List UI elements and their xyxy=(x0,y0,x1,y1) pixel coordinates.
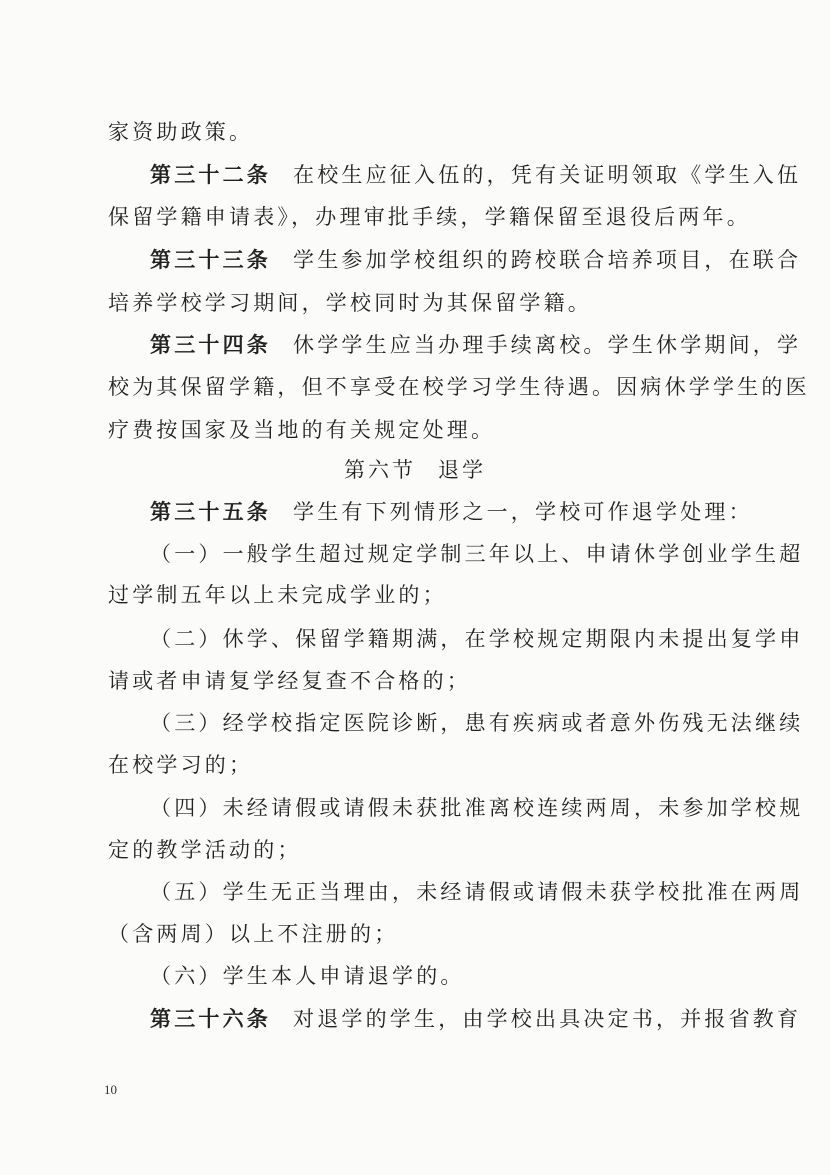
item-5-line-2: （含两周）以上不注册的； xyxy=(108,922,399,946)
item-1-line-1: （一）一般学生超过规定学制三年以上、申请休学创业学生超 xyxy=(150,542,804,566)
section-title: 退学 xyxy=(438,458,486,482)
item-4-line-1: （四）未经请假或请假未获批准离校连续两周，未参加学校规 xyxy=(150,796,804,820)
item-2-line-1: （二）休学、保留学籍期满，在学校规定期限内未提出复学申 xyxy=(150,627,804,651)
item-3-line-1: （三）经学校指定医院诊断，患有疾病或者意外伤残无法继续 xyxy=(150,711,804,735)
article-number: 第三十六条 xyxy=(150,1006,271,1031)
article-34-line-3: 疗费按国家及当地的有关规定处理。 xyxy=(108,418,496,442)
article-33-line-1: 第三十三条 学生参加学校组织的跨校联合培养项目，在联合 xyxy=(150,247,802,272)
article-32-line-2: 保留学籍申请表》，办理审批手续，学籍保留至退役后两年。 xyxy=(108,205,751,229)
article-32-line-1: 第三十二条 在校生应征入伍的，凭有关证明领取《学生入伍 xyxy=(150,162,802,187)
article-number: 第三十二条 xyxy=(150,162,271,187)
item-5-line-1: （五）学生无正当理由，未经请假或请假未获学校批准在两周 xyxy=(150,880,804,904)
article-35-line-1: 第三十五条 学生有下列情形之一，学校可作退学处理： xyxy=(150,499,753,524)
section-heading xyxy=(0,455,830,485)
article-34-line-1: 第三十四条 休学学生应当办理手续离校。学生休学期间，学 xyxy=(150,332,802,357)
item-3-line-2: 在校学习的； xyxy=(108,753,254,777)
article-number: 第三十四条 xyxy=(150,332,271,357)
article-number: 第三十五条 xyxy=(150,499,271,524)
page-number: 10 xyxy=(104,1082,117,1097)
item-2-line-2: 请或者申请复学经复查不合格的； xyxy=(108,669,471,693)
item-6-line-1: （六）学生本人申请退学的。 xyxy=(150,964,465,988)
article-33-line-2: 培养学校学习期间，学校同时为其保留学籍。 xyxy=(108,291,592,315)
item-1-line-2: 过学制五年以上未完成学业的； xyxy=(108,583,447,607)
article-number: 第三十三条 xyxy=(150,247,271,272)
paragraph-line: 家资助政策。 xyxy=(108,120,254,144)
item-4-line-2: 定的教学活动的； xyxy=(108,838,302,862)
article-36-line-1: 第三十六条 对退学的学生，由学校出具决定书，并报省教育 xyxy=(150,1006,802,1031)
article-34-line-2: 校为其保留学籍，但不享受在校学习学生待遇。因病休学学生的医 xyxy=(108,375,810,399)
section-number: 第六节 xyxy=(344,458,416,482)
